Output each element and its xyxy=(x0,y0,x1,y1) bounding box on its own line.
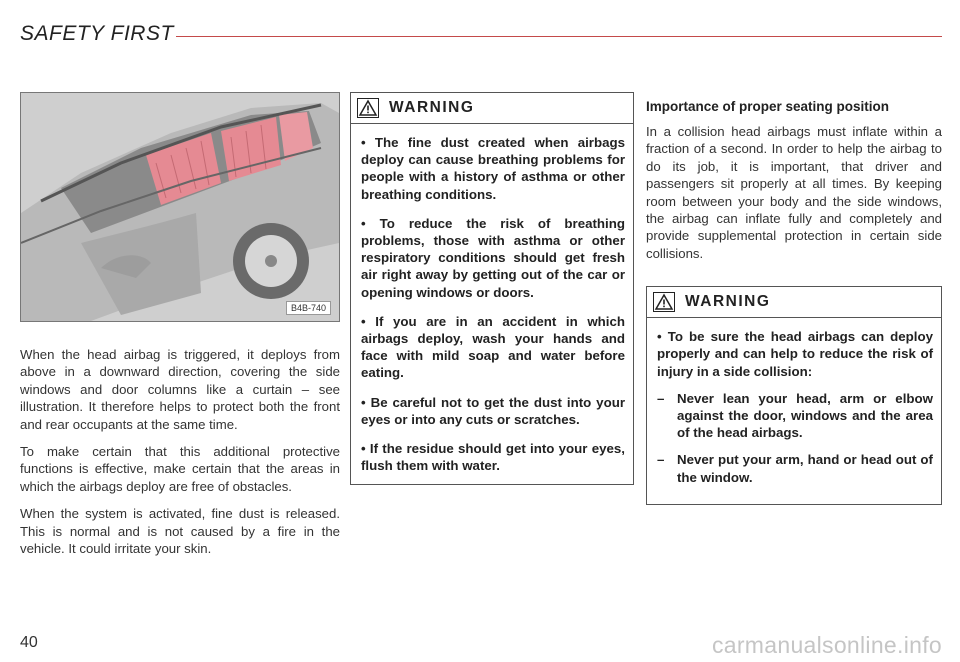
warning-item: • If you are in an accident in which airbags deploy, wash your hands and face with mild soap and water before eating. xyxy=(361,313,625,381)
dash-item-text: Never put your arm, hand or head out of the window. xyxy=(677,452,933,485)
watermark: carmanualsonline.info xyxy=(711,632,942,658)
warning-title: WARNING xyxy=(389,99,475,116)
body-text xyxy=(20,346,340,557)
header-rule xyxy=(176,36,942,37)
airbag-illustration xyxy=(20,92,340,322)
warning-dash-item xyxy=(657,390,933,442)
warning-triangle-icon xyxy=(653,292,675,312)
middle-column xyxy=(350,92,634,485)
paragraph: In a collision head airbags must inflate within a fraction of a second. In order to help the airbag to do its job, it is important, that driver and passengers sit properly at all times. By keeping room between your body and the side windows, the airbag can inflate fully and completely and provide supplemental protection in certain side collisions. xyxy=(646,124,942,261)
paragraph: When the system is activated, fine dust is released. This is normal and is not caused by a fire in the vehicle. It could irritate your skin. xyxy=(20,506,340,557)
warning-body xyxy=(647,318,941,504)
paragraph: To make certain that this additional protective functions is effective, make certain that the areas in which the airbags deploy are free of obstacles. xyxy=(20,444,340,494)
warning-triangle-icon xyxy=(357,98,379,118)
warning-dash-item xyxy=(657,451,933,485)
page-number: 40 xyxy=(20,634,38,651)
warning-body xyxy=(351,124,633,484)
warning-header xyxy=(647,287,941,318)
right-column xyxy=(646,98,942,505)
warning-item: • To reduce the risk of breathing problems, those with asthma or other respiratory conditions should get fresh air right away by getting out of the car or opening windows or doors. xyxy=(361,215,625,300)
dash-item-text: Never lean your head, arm or elbow against the door, windows and the area of the head airbags. xyxy=(677,390,933,441)
dash-bullet: – xyxy=(657,452,665,468)
paragraph: When the head airbag is triggered, it deploys from above in a downward direction, covering the side windows and door columns like a curtain – see illustration. It therefore helps to protect both the front and rear occupants at the same time. xyxy=(20,347,340,432)
page-header xyxy=(20,22,942,48)
warning-box xyxy=(350,92,634,485)
warning-item: • If the residue should get into your eyes, flush them with water. xyxy=(361,441,625,474)
section-heading: Importance of proper seating position xyxy=(646,99,890,114)
warning-item: • Be careful not to get the dust into your eyes or into any cuts or scratches. xyxy=(361,394,625,427)
warning-header xyxy=(351,93,633,124)
section-title: SAFETY FIRST xyxy=(20,22,174,45)
left-column xyxy=(20,92,340,567)
car-illustration-svg xyxy=(21,93,339,321)
figure-code: B4B-740 xyxy=(286,301,331,315)
warning-item: • The fine dust created when airbags deploy can cause breathing problems for people with a history of asthma or other breathing conditions. xyxy=(361,135,625,202)
warning-title: WARNING xyxy=(685,293,771,311)
warning-box xyxy=(646,286,942,505)
dash-bullet: – xyxy=(657,390,665,406)
warning-intro: • To be sure the head airbags can deploy properly and can help to reduce the risk of injury in a side collision: xyxy=(657,329,933,379)
